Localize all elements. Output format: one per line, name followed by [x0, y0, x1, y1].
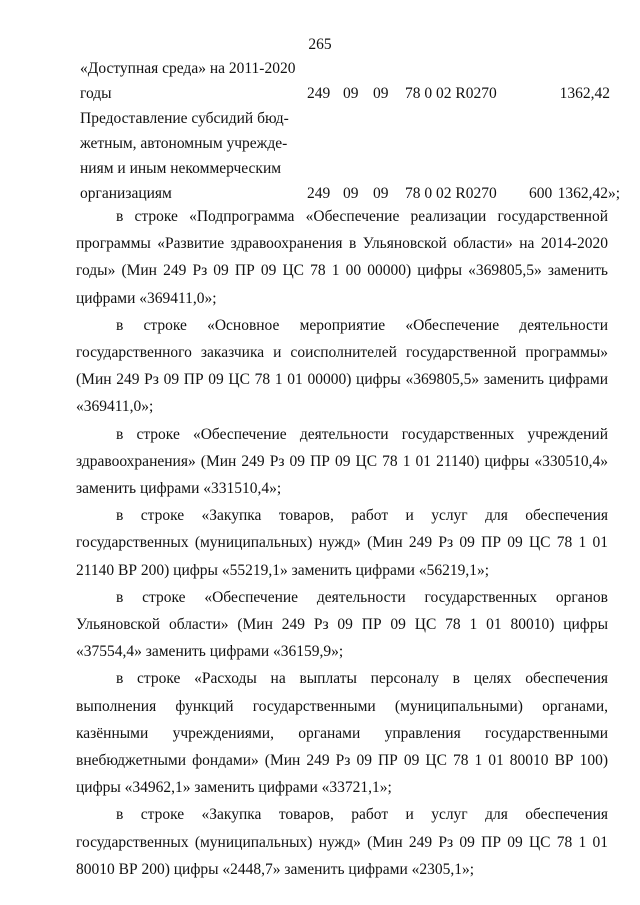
row-name: годы [80, 85, 112, 102]
amendment-paragraph: в строке «Подпрограмма «Обеспечение реализации государственной программы «Развитие здравоохранения в Ульяновской области» на 2014-2020 годы» (Мин 249 Рз 09 ПР 09 ЦС 78 1 00 00000) цифры «369805,5» заменить цифрами «369411,0»; [76, 208, 608, 307]
cell-sum: 1362,42 [559, 85, 610, 102]
amendment-paragraph: в строке «Расходы на выплаты персоналу в целях обеспечения выполнения функций государственными (муниципальными) органами, казёнными учреждениями, органами управления государственными внебюджетными фондами» (Мин 249 Рз 09 ПР 09 ЦС 78 1 01 80010 ВР 100) цифры «34962,1» заменить цифрами «33721,1»; [76, 670, 608, 797]
budget-table-fragment [80, 56, 620, 206]
cell-rz: 09 [343, 185, 359, 202]
table-row [80, 56, 620, 81]
amendment-paragraph: в строке «Обеспечение деятельности государственных учреждений здравоохранения» (Мин 249 Рз 09 ПР 09 ЦС 78 1 01 21140) цифры «330510,4» заменить цифрами «331510,4»; [76, 425, 608, 498]
amendment-list [76, 203, 608, 883]
cell-rz: 09 [343, 85, 359, 102]
table-row [80, 81, 620, 106]
cell-cs: 78 0 02 R0270 [405, 185, 497, 202]
cell-min: 249 [307, 185, 331, 202]
cell-sum: 1362,42»; [557, 185, 620, 202]
amendment-paragraph: в строке «Основное мероприятие «Обеспечение деятельности государственного заказчика и соисполнителей государственной программы» (Мин 249 Рз 09 ПР 09 ЦС 78 1 01 00000) цифры «369805,5» заменить цифрами «369411,0»; [76, 316, 608, 416]
row-name: ниям и иным некоммерческим [80, 160, 282, 177]
cell-cs: 78 0 02 R0270 [405, 85, 497, 102]
cell-vr: 600 [529, 185, 553, 202]
row-name: Предоставление субсидий бюд- [80, 110, 289, 127]
amendment-paragraph: в строке «Закупка товаров, работ и услуг для обеспечения государственных (муниципальных) нужд» (Мин 249 Рз 09 ПР 09 ЦС 78 1 01 80010 ВР 200) цифры «2448,7» заменить цифрами «2305,1»; [76, 806, 608, 878]
cell-min: 249 [307, 85, 331, 102]
table-row [80, 131, 620, 156]
table-row [80, 156, 620, 181]
cell-pr: 09 [373, 85, 389, 102]
row-name: жетным, автономным учрежде- [80, 135, 288, 152]
amendment-paragraph: в строке «Обеспечение деятельности государственных органов Ульяновской области» (Мин 249 Рз 09 ПР 09 ЦС 78 1 01 80010) цифры «37554,4» заменить цифрами «36159,9»; [76, 588, 608, 661]
cell-pr: 09 [373, 185, 389, 202]
table-row [80, 106, 620, 131]
page-number: 265 [308, 36, 332, 53]
amendment-paragraph: в строке «Закупка товаров, работ и услуг для обеспечения государственных (муниципальных) нужд» (Мин 249 Рз 09 ПР 09 ЦС 78 1 01 21140 ВР 200) цифры «55219,1» заменить цифрами «56219,1»; [76, 507, 608, 579]
row-name: организациям [80, 185, 172, 202]
row-name: «Доступная среда» на 2011-2020 [80, 60, 296, 77]
